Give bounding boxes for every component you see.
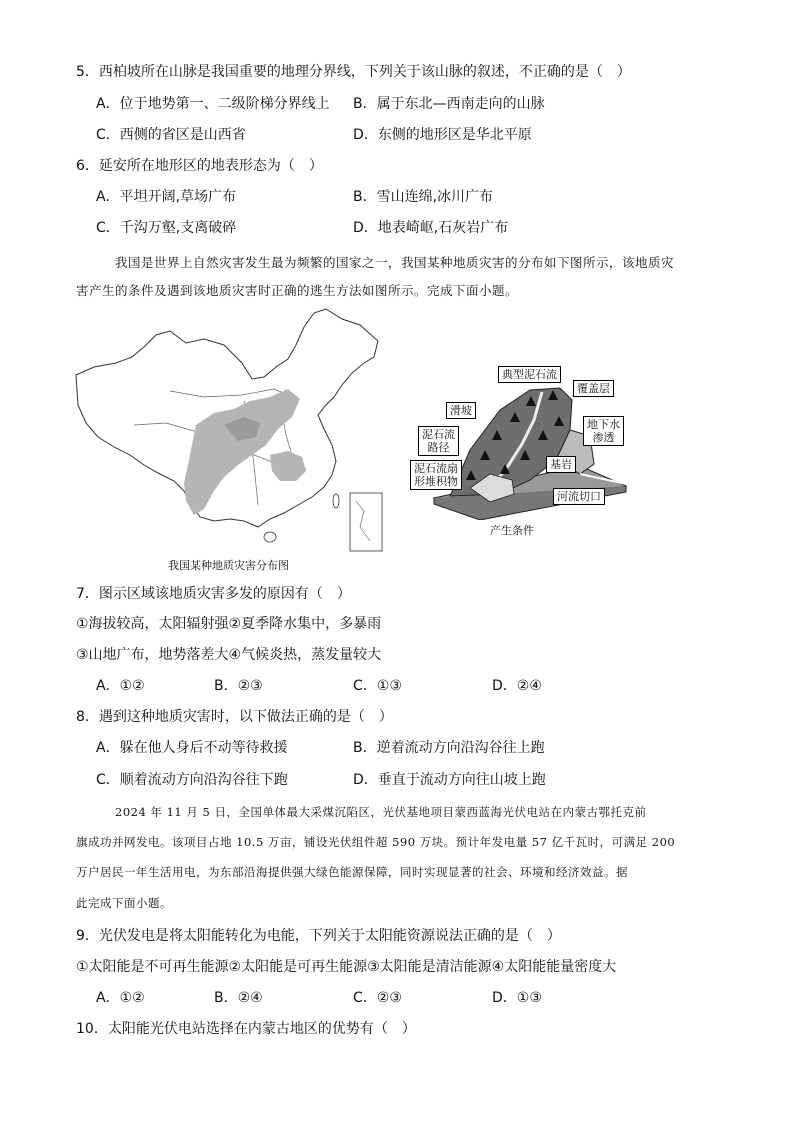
q7-option-d: D．②④: [492, 678, 542, 694]
q5-stem: 5．西柏坡所在山脉是我国重要的地理分界线，下列关于该山脉的叙述，不正确的是（ ）: [76, 64, 631, 80]
q10-stem: 10．太阳能光伏电站选择在内蒙古地区的优势有（ ）: [76, 1021, 416, 1037]
q9-option-d: D．①③: [492, 990, 542, 1006]
label-fan-deposit: 泥石流扇 形堆积物: [410, 460, 462, 490]
disaster-distribution-map: [74, 305, 386, 555]
q6-option-c: C．千沟万壑,支离破碎: [96, 220, 237, 236]
label-bedrock: 基岩: [546, 456, 576, 473]
q6-option-a: A．平坦开阔,草场广布: [96, 189, 237, 205]
q8-option-d: D．垂直于流动方向往山坡上跑: [353, 772, 546, 788]
label-cover-layer: 覆盖层: [573, 380, 614, 397]
passage2-line2: 旗成功并网发电。该项目占地 10.5 万亩，铺设光伏组件超 590 万块。预计年发电量 57 亿千瓦时，可满足 200: [76, 835, 676, 849]
diagram-caption: 产生条件: [490, 524, 534, 537]
q8-option-a: A．躲在他人身后不动等待救援: [96, 740, 288, 756]
q5-option-a: A．位于地势第一、二级阶梯分界线上: [96, 96, 330, 112]
q8-option-b: B．逆着流动方向沿沟谷往上跑: [353, 740, 545, 756]
q7-option-a: A．①②: [96, 678, 145, 694]
label-flow-path: 泥石流 路径: [418, 426, 459, 456]
passage1-line2: 害产生的条件及遇到该地质灾害时正确的逃生方法如图所示。完成下面小题。: [76, 283, 519, 298]
label-landslide: 滑坡: [446, 402, 476, 419]
q6-option-b: B．雪山连绵,冰川广布: [353, 189, 494, 205]
passage1-line1: 我国是世界上自然灾害发生最为频繁的国家之一，我国某种地质灾害的分布如下图所示，该地质灾: [115, 255, 675, 270]
label-typical-debris-flow: 典型泥石流: [498, 366, 561, 383]
q5-option-d: D．东侧的地形区是华北平原: [353, 127, 532, 143]
q7-option-c: C．①③: [353, 678, 402, 694]
map-caption: 我国某种地质灾害分布图: [168, 559, 289, 572]
passage2-line1: 2024 年 11 月 5 日，全国单体最大采煤沉陷区，光伏基地项目蒙西蓝海光伏电站在内蒙古鄂托克前: [115, 805, 647, 819]
q8-stem: 8．遇到这种地质灾害时，以下做法正确的是（ ）: [76, 709, 393, 725]
q7-stem: 7．图示区域该地质灾害多发的原因有（ ）: [76, 586, 351, 602]
q9-option-b: B．②④: [214, 990, 263, 1006]
q7-option-b: B．②③: [214, 678, 263, 694]
q9-option-c: C．②③: [353, 990, 402, 1006]
q8-option-c: C．顺着流动方向沿沟谷往下跑: [96, 772, 288, 788]
q9-option-a: A．①②: [96, 990, 145, 1006]
q6-stem: 6．延安所在地形区的地表形态为（ ）: [76, 158, 323, 174]
label-groundwater: 地下水 渗透: [583, 416, 624, 446]
q7-statement-1: ①海拔较高，太阳辐射强②夏季降水集中，多暴雨: [76, 616, 382, 632]
q9-statement-1: ①太阳能是不可再生能源②太阳能是可再生能源③太阳能是清洁能源④太阳能能量密度大: [76, 959, 617, 975]
q9-stem: 9．光伏发电是将太阳能转化为电能，下列关于太阳能资源说法正确的是（ ）: [76, 928, 561, 944]
q5-option-c: C．西侧的省区是山西省: [96, 127, 246, 143]
q6-option-d: D．地表崎岖,石灰岩广布: [353, 220, 509, 236]
passage2-line4: 此完成下面小题。: [76, 896, 172, 910]
q5-option-b: B．属于东北—西南走向的山脉: [353, 96, 545, 112]
label-river-cut: 河流切口: [553, 488, 605, 505]
q7-statement-2: ③山地广布，地势落差大④气候炎热，蒸发量较大: [76, 647, 382, 663]
passage2-line3: 万户居民一年生活用电，为东部沿海提供强大绿色能源保障，同时实现显著的社会、环境和经济效益。据: [76, 865, 628, 879]
